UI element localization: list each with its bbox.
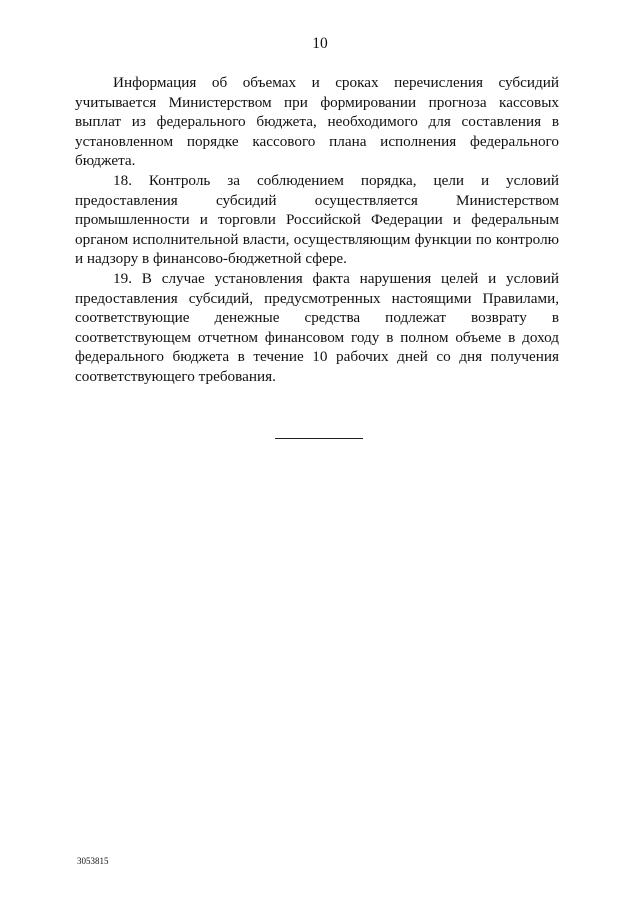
paragraph-subsidy-info: Информация об объемах и сроках перечисления субсидий учитывается Министерством при формировании прогноза кассовых выплат из федерального бюджета, необходимого для составления в установленном порядке кассового плана исполнения федерального бюджета. — [75, 74, 559, 170]
paragraph-18-control: 18. Контроль за соблюдением порядка, цели и условий предоставления субсидий осуществляется Министерством промышленности и торговли Российской Федерации и федеральным органом исполнительной власти, осуществляющим функции по контролю и надзору в финансово-бюджетной сфере. — [75, 171, 559, 268]
document-code: 3053815 — [77, 856, 109, 866]
paragraph-19-refund: 19. В случае установления факта нарушения целей и условий предоставления субсидий, предусмотренных настоящими Правилами, соответствующие денежные средства подлежат возврату в соответствующем отчетном финансовом году в полном объеме в доход федерального бюджета в течение 10 рабочих дней со дня получения соответствующего требования. — [75, 269, 559, 385]
end-of-document-rule — [275, 438, 363, 439]
page-number: 10 — [312, 35, 328, 52]
document-body — [75, 73, 559, 387]
